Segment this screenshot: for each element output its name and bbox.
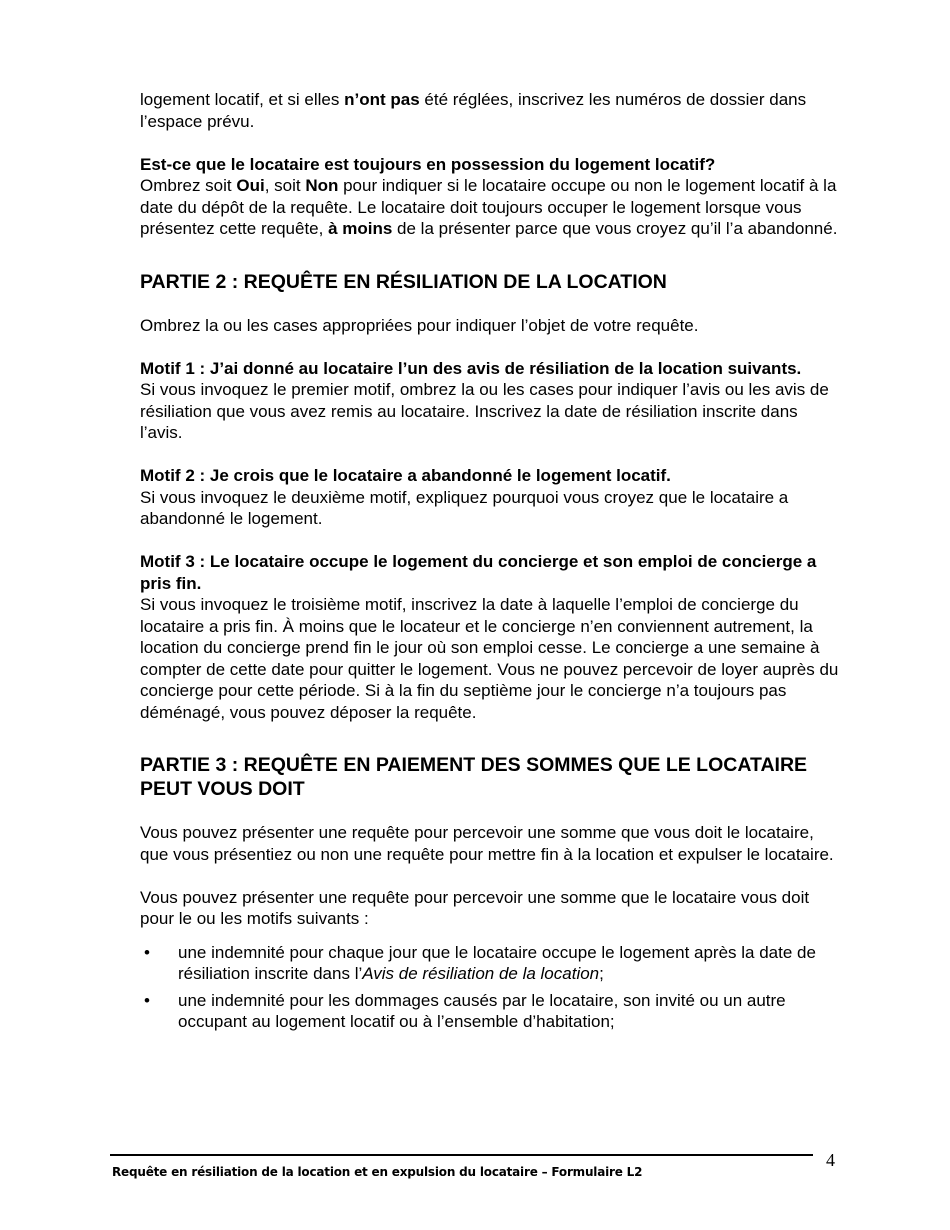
page-number: 4 [826,1150,835,1170]
motif2-heading: Motif 2 : Je crois que le locataire a abandonné le logement locatif. [140,466,671,485]
text-run: pour indiquer si le locataire occupe ou non le logement locatif à la date du dépôt de la requête. Le locataire doit toujours occuper le logement lorsque vous présentez cette requête, [140,176,837,238]
bullet-icon: • [144,990,150,1010]
motif1-body: Si vous invoquez le premier motif, ombrez la ou les cases pour indiquer l’avis ou les avis de résiliation que vous avez remis au locataire. Inscrivez la date de résiliation inscrite dans l’avis. [140,380,829,442]
intro-paragraph [140,89,840,132]
footer-divider [110,1154,813,1156]
bullet-icon: • [144,942,150,962]
part3-heading: PARTIE 3 : REQUÊTE EN PAIEMENT DES SOMMES QUE LE LOCATAIRE PEUT VOUS DOIT [140,754,808,800]
motif3-body: Si vous invoquez le troisième motif, inscrivez la date à laquelle l’emploi de concierge du locataire a pris fin. À moins que le locateur et le concierge n’en conviennent autrement, la location du concierge prend fin le jour où son emploi cesse. Le concierge a une semaine à compter de cette date pour quitter le logement. Vous ne pouvez percevoir de loyer auprès du concierge pour cette période. Si à la fin du septième jour le concierge n’a toujours pas déménagé, vous pouvez déposer la requête. [140,595,839,722]
text-run: , soit [264,176,306,195]
italic-title: Avis de résiliation de la location [362,964,600,983]
motif3-heading: Motif 3 : Le locataire occupe le logement du concierge et son emploi de concierge a pris fin. [140,552,817,593]
text-run: une indemnité pour les dommages causés par le locataire, son invité ou un autre occupant au logement locatif ou à l’ensemble d’habitation; [178,990,786,1031]
reasons-list [140,942,840,1033]
part2-intro: Ombrez la ou les cases appropriées pour indiquer l’objet de votre requête. [140,315,699,335]
text-run: Ombrez soit [140,176,237,195]
text-run: une indemnité pour chaque jour que le locataire occupe le logement après la date de résiliation inscrite dans l’ [178,942,816,983]
emphasis: Non [305,176,339,195]
list-item [140,990,840,1033]
emphasis: Oui [236,176,265,195]
emphasis: n’ont pas [344,90,420,109]
text-run: ; [599,964,604,983]
part3-paragraph-2: Vous pouvez présenter une requête pour percevoir une somme que le locataire vous doit pour le ou les motifs suivants : [140,887,810,928]
emphasis: à moins [328,219,393,238]
part3-paragraph-1: Vous pouvez présenter une requête pour percevoir une somme que vous doit le locataire, que vous présentiez ou non une requête pour mettre fin à la location et expulser le locataire. [140,823,834,864]
motif2-body: Si vous invoquez le deuxième motif, expliquez pourquoi vous croyez que le locataire a abandonné le logement. [140,487,789,528]
part2-heading: PARTIE 2 : REQUÊTE EN RÉSILIATION DE LA LOCATION [140,270,667,293]
text-run: été réglées, inscrivez les numéros de dossier dans l’espace prévu. [140,90,807,131]
text-run: logement locatif, et si elles [140,90,345,109]
list-item [140,942,840,985]
possession-question-body [140,175,840,240]
possession-question-heading: Est-ce que le locataire est toujours en possession du logement locatif? [140,154,716,174]
document-body [140,89,840,1038]
text-run: de la présenter parce que vous croyez qu’il l’a abandonné. [392,219,838,238]
footer-title: Requête en résiliation de la location et en expulsion du locataire – Formulaire L2 [112,1165,643,1179]
motif1-heading: Motif 1 : J’ai donné au locataire l’un des avis de résiliation de la location suivants. [140,358,802,378]
